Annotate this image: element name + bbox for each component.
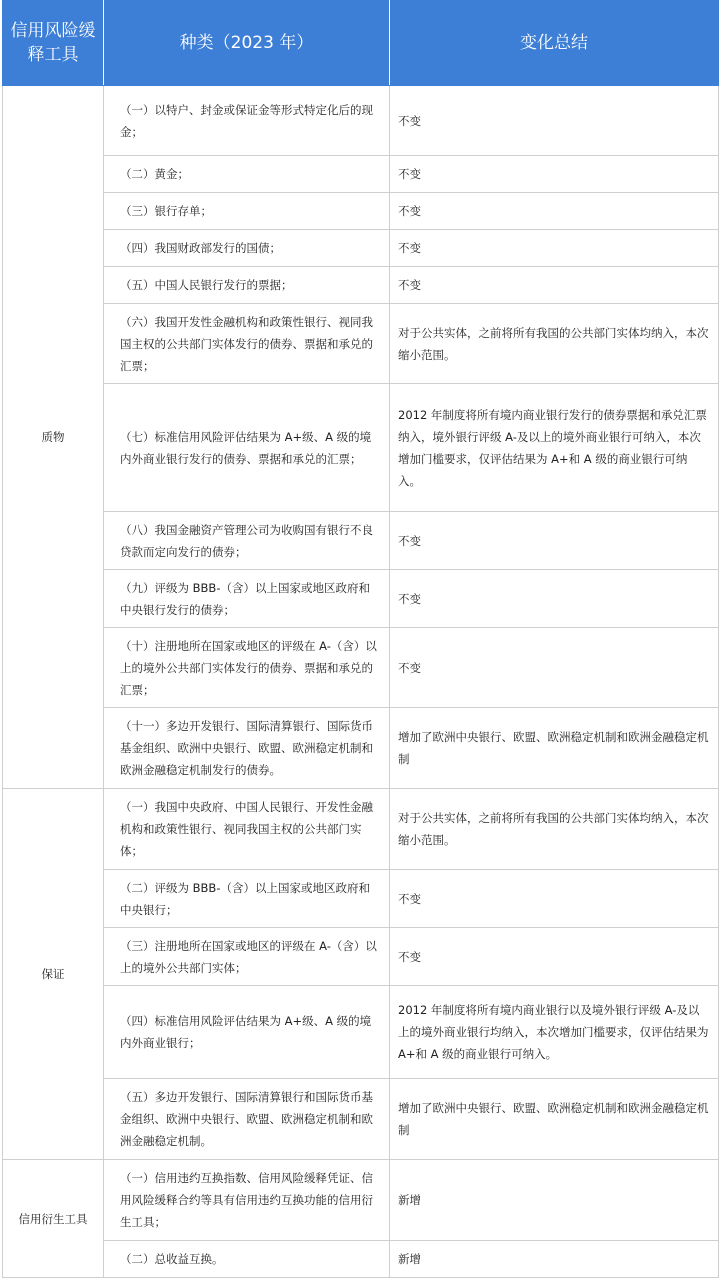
category-cell: 保证 xyxy=(3,789,104,1160)
table-row xyxy=(3,1079,719,1160)
table-row xyxy=(3,230,719,267)
header-change: 变化总结 xyxy=(390,1,719,86)
table-row xyxy=(3,304,719,384)
table-row xyxy=(3,928,719,986)
kind-cell: （八）我国金融资产管理公司为收购国有银行不良贷款而定向发行的债券； xyxy=(104,512,390,570)
kind-cell: （九）评级为 BBB-（含）以上国家或地区政府和中央银行发行的债券； xyxy=(104,570,390,628)
table-row xyxy=(3,1160,719,1241)
kind-cell: （三）银行存单； xyxy=(104,193,390,230)
kind-cell: （一）信用违约互换指数、信用风险缓释凭证、信用风险缓释合约等具有信用违约互换功能的信用衍生工具； xyxy=(104,1160,390,1241)
category-cell: 信用衍生工具 xyxy=(3,1160,104,1278)
kind-cell: （十）注册地所在国家或地区的评级在 A-（含）以上的境外公共部门实体发行的债券、票据和承兑的汇票； xyxy=(104,628,390,708)
change-cell: 增加了欧洲中央银行、欧盟、欧洲稳定机制和欧洲金融稳定机制 xyxy=(390,1079,719,1160)
kind-cell: （十一）多边开发银行、国际清算银行、国际货币基金组织、欧洲中央银行、欧盟、欧洲稳定机制和欧洲金融稳定机制发行的债券。 xyxy=(104,708,390,789)
table-row xyxy=(3,512,719,570)
table-row xyxy=(3,193,719,230)
kind-cell: （二）评级为 BBB-（含）以上国家或地区政府和中央银行； xyxy=(104,870,390,928)
table-row xyxy=(3,986,719,1079)
table-row xyxy=(3,570,719,628)
change-cell: 不变 xyxy=(390,86,719,156)
change-cell: 不变 xyxy=(390,156,719,193)
change-cell: 不变 xyxy=(390,230,719,267)
kind-cell: （一）以特户、封金或保证金等形式特定化后的现金； xyxy=(104,86,390,156)
table-row xyxy=(3,708,719,789)
kind-cell: （六）我国开发性金融机构和政策性银行、视同我国主权的公共部门实体发行的债券、票据和承兑的汇票； xyxy=(104,304,390,384)
credit-risk-mitigation-table xyxy=(2,0,719,1278)
change-cell: 对于公共实体，之前将所有我国的公共部门实体均纳入，本次缩小范围。 xyxy=(390,789,719,870)
change-cell: 2012 年制度将所有境内商业银行发行的债券票据和承兑汇票纳入，境外银行评级 A-及以上的境外商业银行可纳入，本次增加门槛要求，仅评估结果为 A+和 A 级的商业银行可纳入。 xyxy=(390,384,719,512)
kind-cell: （四）我国财政部发行的国债； xyxy=(104,230,390,267)
change-cell: 不变 xyxy=(390,628,719,708)
kind-cell: （三）注册地所在国家或地区的评级在 A-（含）以上的境外公共部门实体； xyxy=(104,928,390,986)
header-kind: 种类（2023 年） xyxy=(104,1,390,86)
kind-cell: （四）标准信用风险评估结果为 A+级、A 级的境内外商业银行； xyxy=(104,986,390,1079)
table-row xyxy=(3,267,719,304)
kind-cell: （二）总收益互换。 xyxy=(104,1241,390,1278)
kind-cell: （五）中国人民银行发行的票据； xyxy=(104,267,390,304)
change-cell: 增加了欧洲中央银行、欧盟、欧洲稳定机制和欧洲金融稳定机制 xyxy=(390,708,719,789)
table-row xyxy=(3,156,719,193)
change-cell: 不变 xyxy=(390,928,719,986)
change-cell: 2012 年制度将所有境内商业银行以及境外银行评级 A-及以上的境外商业银行均纳入，本次增加门槛要求，仅评估结果为 A+和 A 级的商业银行可纳入。 xyxy=(390,986,719,1079)
change-cell: 不变 xyxy=(390,193,719,230)
table-row xyxy=(3,870,719,928)
header-tool: 信用风险缓释工具 xyxy=(3,1,104,86)
table-row xyxy=(3,384,719,512)
change-cell: 对于公共实体，之前将所有我国的公共部门实体均纳入，本次缩小范围。 xyxy=(390,304,719,384)
change-cell: 新增 xyxy=(390,1241,719,1278)
table-row xyxy=(3,1241,719,1278)
change-cell: 不变 xyxy=(390,870,719,928)
table-row xyxy=(3,628,719,708)
change-cell: 新增 xyxy=(390,1160,719,1241)
table-row xyxy=(3,86,719,156)
change-cell: 不变 xyxy=(390,570,719,628)
kind-cell: （七）标准信用风险评估结果为 A+级、A 级的境内外商业银行发行的债券、票据和承兑的汇票； xyxy=(104,384,390,512)
category-cell: 质物 xyxy=(3,86,104,789)
change-cell: 不变 xyxy=(390,512,719,570)
table-row xyxy=(3,789,719,870)
header-row xyxy=(3,1,719,86)
change-cell: 不变 xyxy=(390,267,719,304)
kind-cell: （二）黄金； xyxy=(104,156,390,193)
kind-cell: （一）我国中央政府、中国人民银行、开发性金融机构和政策性银行、视同我国主权的公共部门实体； xyxy=(104,789,390,870)
kind-cell: （五）多边开发银行、国际清算银行和国际货币基金组织、欧洲中央银行、欧盟、欧洲稳定机制和欧洲金融稳定机制。 xyxy=(104,1079,390,1160)
